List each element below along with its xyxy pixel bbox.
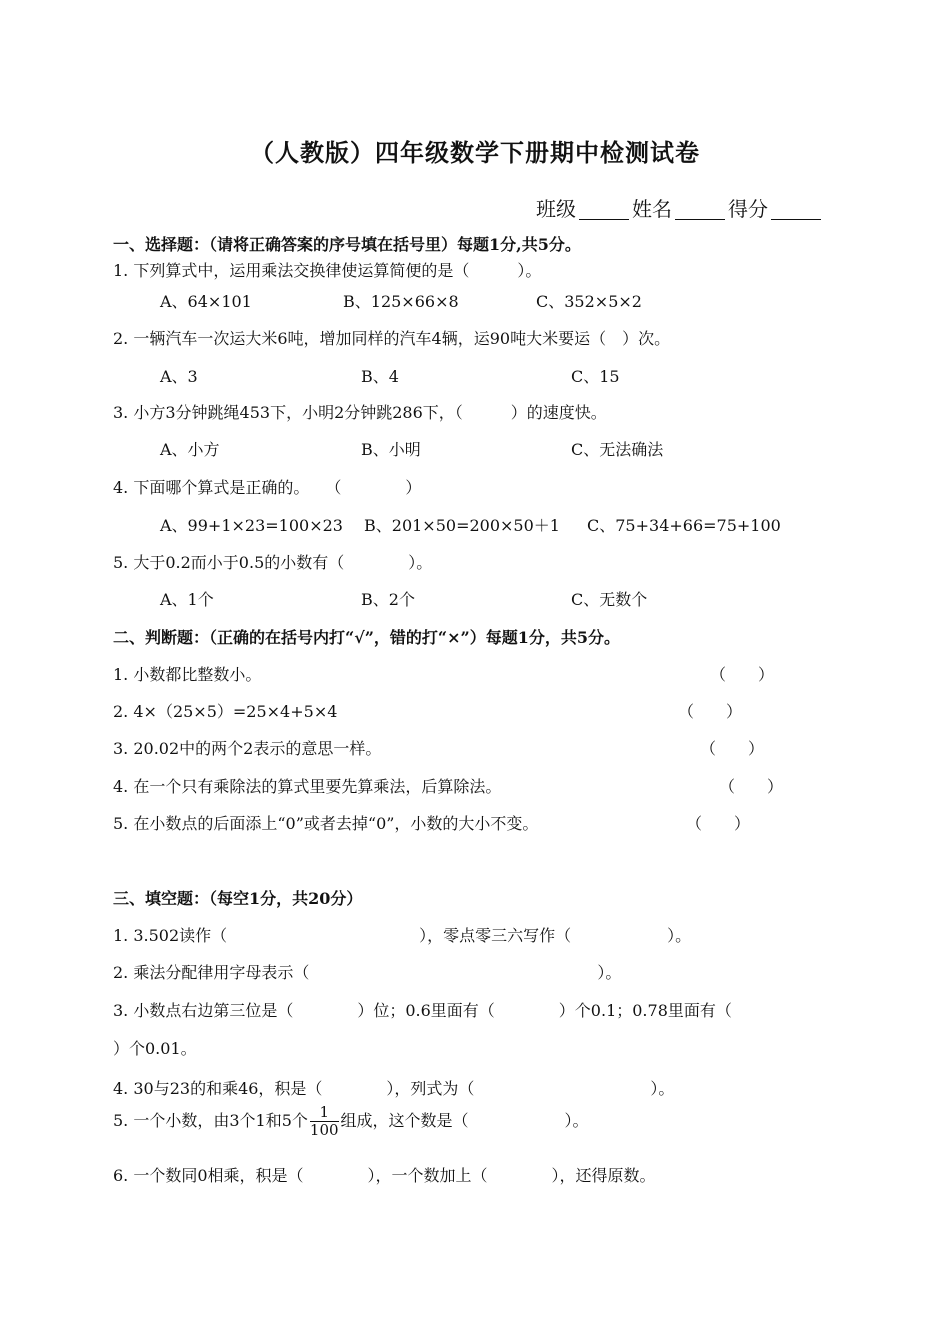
s3-question-2: 2. 乘法分配律用字母表示（ ）。: [113, 963, 622, 982]
s1-q3-option-a[interactable]: A、小方: [160, 440, 220, 459]
section1-heading: 一、选择题：（请将正确答案的序号填在括号里）每题1分,共5分。: [113, 235, 581, 254]
s1-q4-option-c[interactable]: C、75+34+66=75+100: [587, 516, 781, 535]
class-label: 班级: [536, 197, 576, 221]
s1-q5-option-c[interactable]: C、无数个: [571, 590, 648, 609]
s1-q2-option-a[interactable]: A、3: [160, 367, 198, 386]
s1-question-5: 5. 大于0.2而小于0.5的小数有（ ）。: [113, 553, 433, 572]
s1-question-4: 4. 下面哪个算式是正确的。 （ ）: [113, 478, 422, 497]
s1-q4-option-b[interactable]: B、201×50=200×50＋1: [364, 516, 560, 535]
s2-question-3: 3. 20.02中的两个2表示的意思一样。: [113, 739, 382, 758]
s2-q5-answer-paren[interactable]: （ ）: [686, 814, 751, 833]
s1-q3-option-c[interactable]: C、无法确法: [571, 440, 664, 459]
section3-heading: 三、填空题：（每空1分，共20分）: [113, 889, 363, 908]
s2-q1-answer-paren[interactable]: （ ）: [710, 665, 775, 684]
s3-q5-text-after: 组成，这个数是（ ）。: [340, 1111, 589, 1130]
s2-q4-answer-paren[interactable]: （ ）: [719, 777, 784, 796]
name-blank[interactable]: [675, 218, 725, 220]
s1-q1-option-c[interactable]: C、352×5×2: [536, 292, 642, 311]
s1-question-2: 2. 一辆汽车一次运大米6吨，增加同样的汽车4辆，运90吨大米要运（ ）次。: [113, 329, 671, 348]
s1-q5-option-a[interactable]: A、1个: [160, 590, 214, 609]
s1-question-3: 3. 小方3分钟跳绳453下，小明2分钟跳286下，（ ）的速度快。: [113, 403, 607, 422]
s1-q3-option-b[interactable]: B、小明: [361, 440, 421, 459]
s2-q2-answer-paren[interactable]: （ ）: [678, 702, 743, 721]
s3-q5-text-before: 5. 一个小数，由3个1和5个: [113, 1111, 308, 1130]
fraction-numerator: 1: [310, 1104, 339, 1122]
page-title: （人教版）四年级数学下册期中检测试卷: [250, 138, 700, 167]
s3-question-5: [113, 1104, 589, 1139]
class-blank[interactable]: [579, 218, 629, 220]
score-blank[interactable]: [771, 218, 821, 220]
s2-q3-answer-paren[interactable]: （ ）: [700, 739, 765, 758]
s2-question-4: 4. 在一个只有乘除法的算式里要先算乘法，后算除法。: [113, 777, 502, 796]
s2-question-1: 1. 小数都比整数小。: [113, 665, 262, 684]
s2-question-5: 5. 在小数点的后面添上“0”或者去掉“0”，小数的大小不变。: [113, 814, 539, 833]
s1-q4-option-a[interactable]: A、99+1×23=100×23: [160, 516, 343, 535]
s1-q1-option-b[interactable]: B、125×66×8: [343, 292, 459, 311]
s3-question-6: 6. 一个数同0相乘，积是（ ），一个数加上（ ），还得原数。: [113, 1166, 656, 1185]
section2-heading: 二、判断题：（正确的在括号内打“√”，错的打“×”）每题1分，共5分。: [113, 628, 621, 647]
s3-question-3-line2: ）个0.01。: [113, 1039, 197, 1058]
s1-q1-option-a[interactable]: A、64×101: [160, 292, 252, 311]
fraction-denominator: 100: [309, 1121, 339, 1139]
s3-question-3-line1: 3. 小数点右边第三位是（ ）位；0.6里面有（ ）个0.1；0.78里面有（: [113, 1001, 732, 1020]
s1-q5-option-b[interactable]: B、2个: [361, 590, 415, 609]
fraction-one-hundredth: [310, 1104, 339, 1139]
s1-question-1: 1. 下列算式中，运用乘法交换律使运算简便的是（ ）。: [113, 261, 542, 280]
s1-q2-option-b[interactable]: B、4: [361, 367, 399, 386]
s3-question-1: 1. 3.502读作（ ），零点零三六写作（ ）。: [113, 926, 692, 945]
s1-q2-option-c[interactable]: C、15: [571, 367, 620, 386]
score-label: 得分: [728, 197, 768, 221]
student-info-line: [536, 193, 824, 222]
s3-question-4: 4. 30与23的和乘46，积是（ ），列式为（ ）。: [113, 1079, 675, 1098]
name-label: 姓名: [632, 197, 672, 221]
s2-question-2: 2. 4×（25×5）=25×4+5×4: [113, 702, 338, 721]
